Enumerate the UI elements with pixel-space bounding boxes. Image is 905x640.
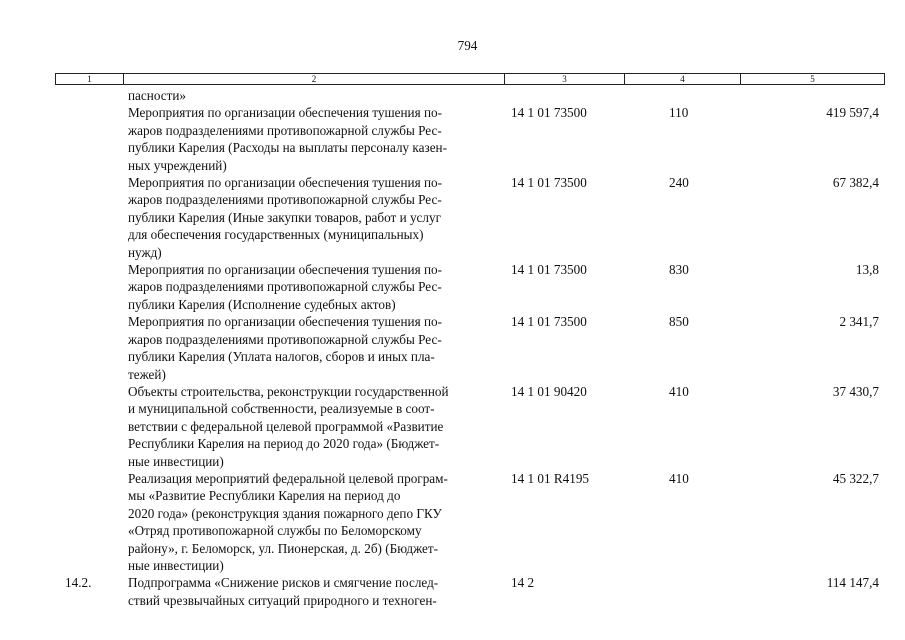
description-line: Мероприятия по организации обеспечения тушения по-	[128, 314, 443, 330]
column-header-5: 5	[810, 74, 815, 84]
row-description	[128, 104, 500, 174]
table-body	[55, 87, 885, 609]
table-header	[55, 73, 885, 85]
description-line: ные инвестиции)	[128, 557, 224, 573]
column-header-4: 4	[625, 74, 741, 84]
row-amount: 45 322,7	[832, 470, 879, 486]
row-amount: 67 382,4	[832, 175, 879, 191]
table-row	[55, 174, 885, 261]
page-number: 794	[457, 38, 478, 53]
table-row	[55, 104, 885, 174]
row-expense-type: 850	[669, 314, 689, 330]
description-line: району», г. Беломорск, ул. Пионерская, д. 2б) (Бюджет-	[128, 540, 439, 556]
row-description	[128, 470, 500, 574]
description-line: ных учреждений)	[128, 157, 227, 173]
description-line: жаров подразделениями противопожарной службы Рес-	[128, 192, 442, 208]
description-line: пасности»	[128, 88, 187, 103]
row-description	[128, 261, 500, 313]
row-description	[128, 87, 500, 104]
row-budget-code: 14 1 01 73500	[511, 175, 587, 191]
table-row	[55, 383, 885, 470]
description-line: ные инвестиции)	[128, 453, 224, 469]
description-line: публики Карелия (Исполнение судебных актов)	[128, 296, 396, 312]
row-budget-code: 14 1 01 73500	[511, 262, 587, 278]
description-line: Мероприятия по организации обеспечения тушения по-	[128, 175, 443, 191]
description-line: 2020 года» (реконструкция здания пожарного депо ГКУ	[128, 505, 442, 521]
row-description	[128, 574, 500, 609]
row-description	[128, 313, 500, 383]
table-row	[55, 261, 885, 313]
description-line: для обеспечения государственных (муниципальных)	[128, 227, 424, 243]
description-line: жаров подразделениями противопожарной службы Рес-	[128, 279, 442, 295]
row-expense-type: 240	[669, 175, 689, 191]
row-amount: 13,8	[855, 262, 879, 278]
description-line: ветствии с федеральной целевой программой «Развитие	[128, 418, 444, 434]
column-header-2: 2	[124, 74, 505, 84]
row-budget-code: 14 2	[511, 575, 535, 591]
row-amount: 37 430,7	[832, 383, 879, 399]
row-amount: 419 597,4	[826, 105, 879, 121]
description-line: Мероприятия по организации обеспечения тушения по-	[128, 105, 443, 121]
column-header-1: 1	[56, 74, 124, 84]
row-expense-type: 830	[669, 262, 689, 278]
description-line: жаров подразделениями противопожарной службы Рес-	[128, 331, 442, 347]
row-expense-type: 110	[669, 105, 689, 121]
row-budget-code: 14 1 01 73500	[511, 105, 587, 121]
row-expense-type: 410	[669, 470, 689, 486]
table-row	[55, 470, 885, 574]
column-header-3: 3	[505, 74, 625, 84]
description-line: Мероприятия по организации обеспечения тушения по-	[128, 262, 443, 278]
row-budget-code: 14 1 01 73500	[511, 314, 587, 330]
table-row	[55, 574, 885, 609]
description-line: и муниципальной собственности, реализуемые в соот-	[128, 401, 435, 417]
description-line: «Отряд противопожарной службы по Беломорскому	[128, 523, 422, 539]
row-expense-type: 410	[669, 383, 689, 399]
description-line: ствий чрезвычайных ситуаций природного и техноген-	[128, 592, 437, 608]
description-line: Реализация мероприятий федеральной целевой програм-	[128, 470, 448, 486]
description-line: мы «Развитие Республики Карелия на период до	[128, 488, 401, 504]
table-row	[55, 87, 885, 104]
description-line: публики Карелия (Иные закупки товаров, работ и услуг	[128, 209, 441, 225]
description-line: Подпрограмма «Снижение рисков и смягчение послед-	[128, 575, 439, 591]
table-row	[55, 313, 885, 383]
row-amount: 2 341,7	[839, 314, 879, 330]
row-description	[128, 174, 500, 261]
description-line: публики Карелия (Расходы на выплаты персоналу казен-	[128, 140, 447, 156]
description-line: публики Карелия (Уплата налогов, сборов и иных пла-	[128, 349, 435, 365]
description-line: жаров подразделениями противопожарной службы Рес-	[128, 122, 442, 138]
row-budget-code: 14 1 01 90420	[511, 383, 587, 399]
description-line: нужд)	[128, 244, 162, 260]
description-line: Объекты строительства, реконструкции государственной	[128, 383, 449, 399]
row-budget-code: 14 1 01 R4195	[511, 470, 590, 486]
description-line: Республики Карелия на период до 2020 года» (Бюджет-	[128, 436, 440, 452]
row-amount: 114 147,4	[826, 575, 879, 591]
row-description	[128, 383, 500, 470]
description-line: тежей)	[128, 366, 166, 382]
row-number: 14.2.	[65, 575, 92, 591]
